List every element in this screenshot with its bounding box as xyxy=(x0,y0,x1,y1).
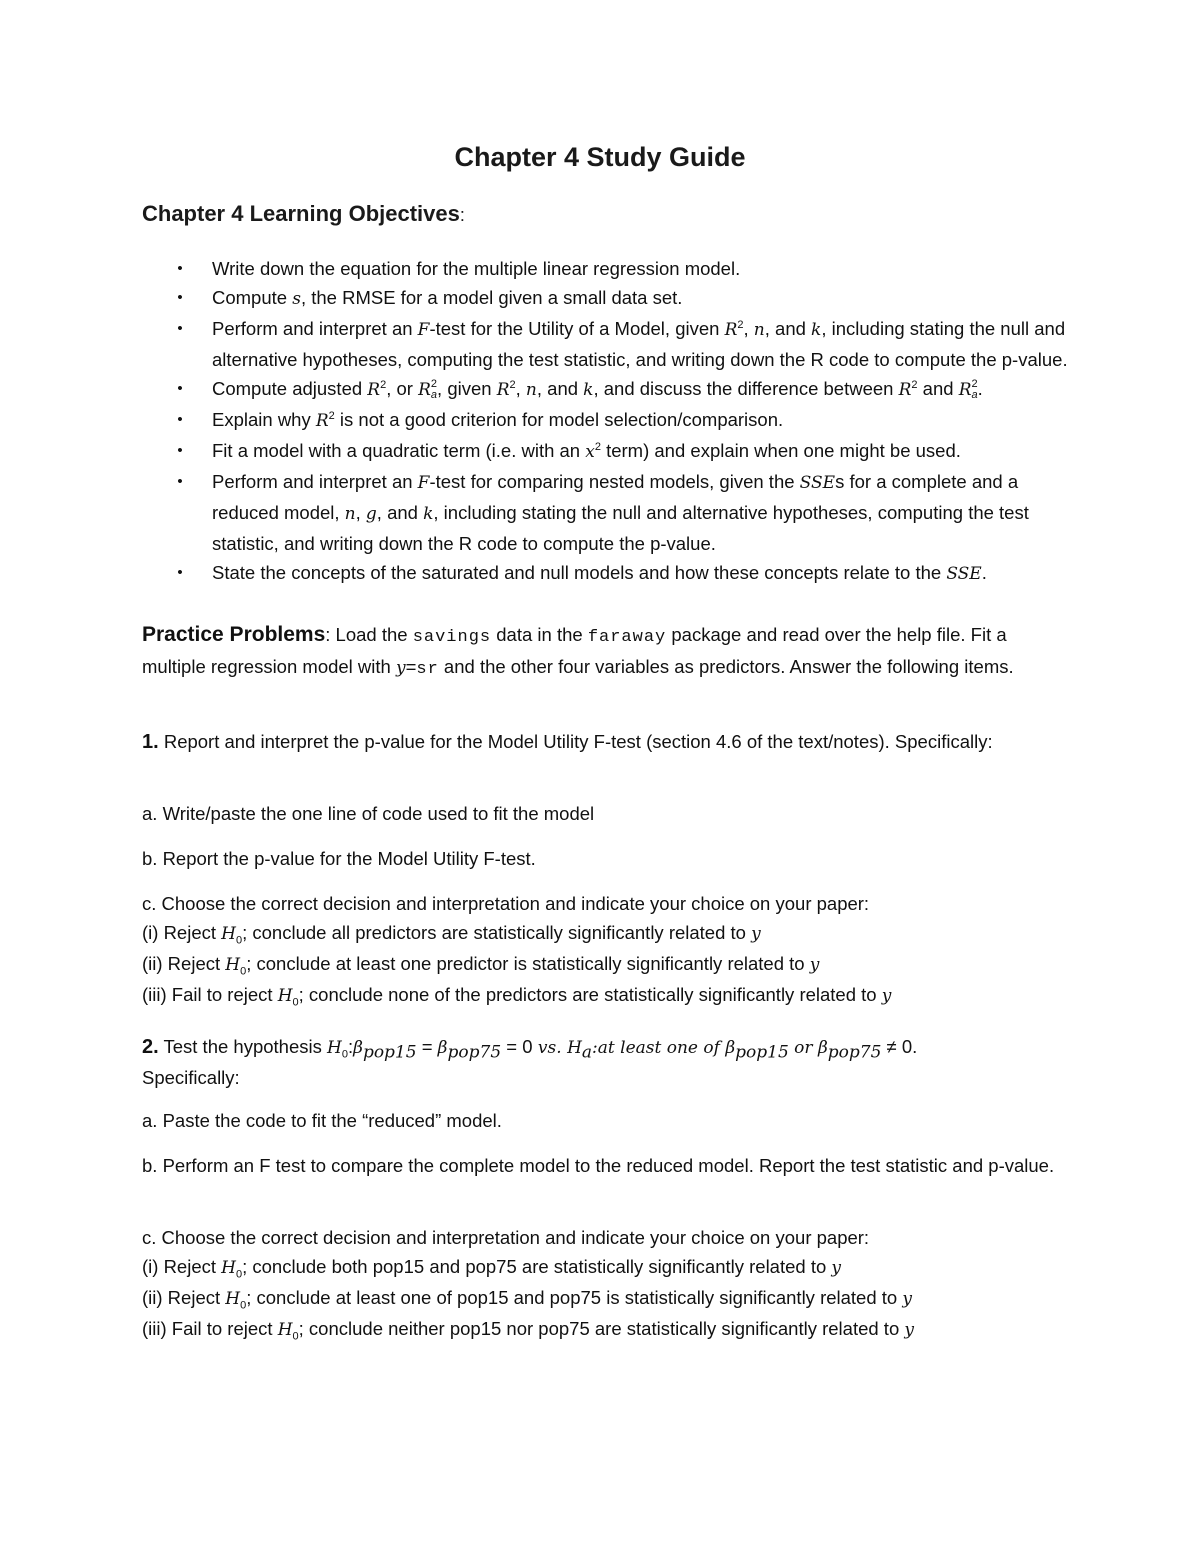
question-1: 1. Report and interpret the p-value for the Model Utility F-test (section 4.6 of the text/notes). Specifically: xyxy=(142,731,993,753)
list-item: • Explain why $R^2$ is not a good criterion for model selection/comparison. xyxy=(177,409,784,431)
question-2: 2. Test the hypothesis $H_0:\beta_{pop15} = \beta_{pop75} = 0$ vs. $H_a:at$ least one of $\beta_{pop15}$ or $\beta_{pop75} \ne 0$. Specifically: xyxy=(142,1036,918,1088)
objectives-list xyxy=(170,254,1070,589)
question-1b: b. Report the p-value for the Model Utility F-test. xyxy=(142,848,536,869)
question-1a: a. Write/paste the one line of code used to fit the model xyxy=(142,803,595,824)
question-1c: c. Choose the correct decision and interpretation and indicate your choice on your paper: (i) Reject $H_0$; conclude all predictors are statistically significantly related to y (ii) Reject $H_0$; conclude at least one predictor is statistically significantly related to y (iii) Fail to reject $H_0$; conclude none of the predictors are statistically significantly related to y xyxy=(142,893,892,1009)
list-item: • Compute adjusted $R^2$, or R 2 a , given $R^2$, n, and k, and discuss the difference between $R^2$ and R 2 a . xyxy=(177,378,983,402)
question-2b: b. Perform an F test to compare the complete model to the reduced model. Report the test statistic and p-value. xyxy=(142,1155,1055,1176)
list-item: • State the concepts of the saturated and null models and how these concepts relate to the SSE. xyxy=(177,562,987,584)
list-item: • Fit a model with a quadratic term (i.e. with an $x^2$ term) and explain when one might be used. xyxy=(177,440,961,462)
list-item: • Write down the equation for the multiple linear regression model. xyxy=(177,258,741,279)
list-item: • Compute s, the RMSE for a model given a small data set. xyxy=(177,287,683,309)
question-2a: a. Paste the code to fit the “reduced” model. xyxy=(142,1110,502,1131)
list-item: • Perform and interpret an F-test for comparing nested models, given the SSEs for a complete and a reduced model, n, g, and k, including stating the null and alternative hypotheses, computing the test statistic, and writing down the R code to compute the p-value. xyxy=(177,471,1029,554)
page-title: Chapter 4 Study Guide xyxy=(454,142,746,172)
objectives-heading: Chapter 4 Learning Objectives: xyxy=(142,201,465,226)
practice-intro: Practice Problems: Load the savings data in the faraway package and read over the help file. Fit a multiple regression model with y=sr and the other four variables as predictors. Answer the following items. xyxy=(142,623,1014,679)
list-item: • Perform and interpret an F-test for the Utility of a Model, given $R^2$, n, and k, including stating the null and alternative hypotheses, computing the test statistic, and writing down the R code to compute the p-value. xyxy=(177,318,1068,370)
question-2c: c. Choose the correct decision and interpretation and indicate your choice on your paper: (i) Reject $H_0$; conclude both pop15 and pop75 are statistically significantly related to y (ii) Reject $H_0$; conclude at least one of pop15 and pop75 is statistically significantly related to y (iii) Fail to reject $H_0$; conclude neither pop15 nor pop75 are statistically significantly related to y xyxy=(142,1227,914,1343)
